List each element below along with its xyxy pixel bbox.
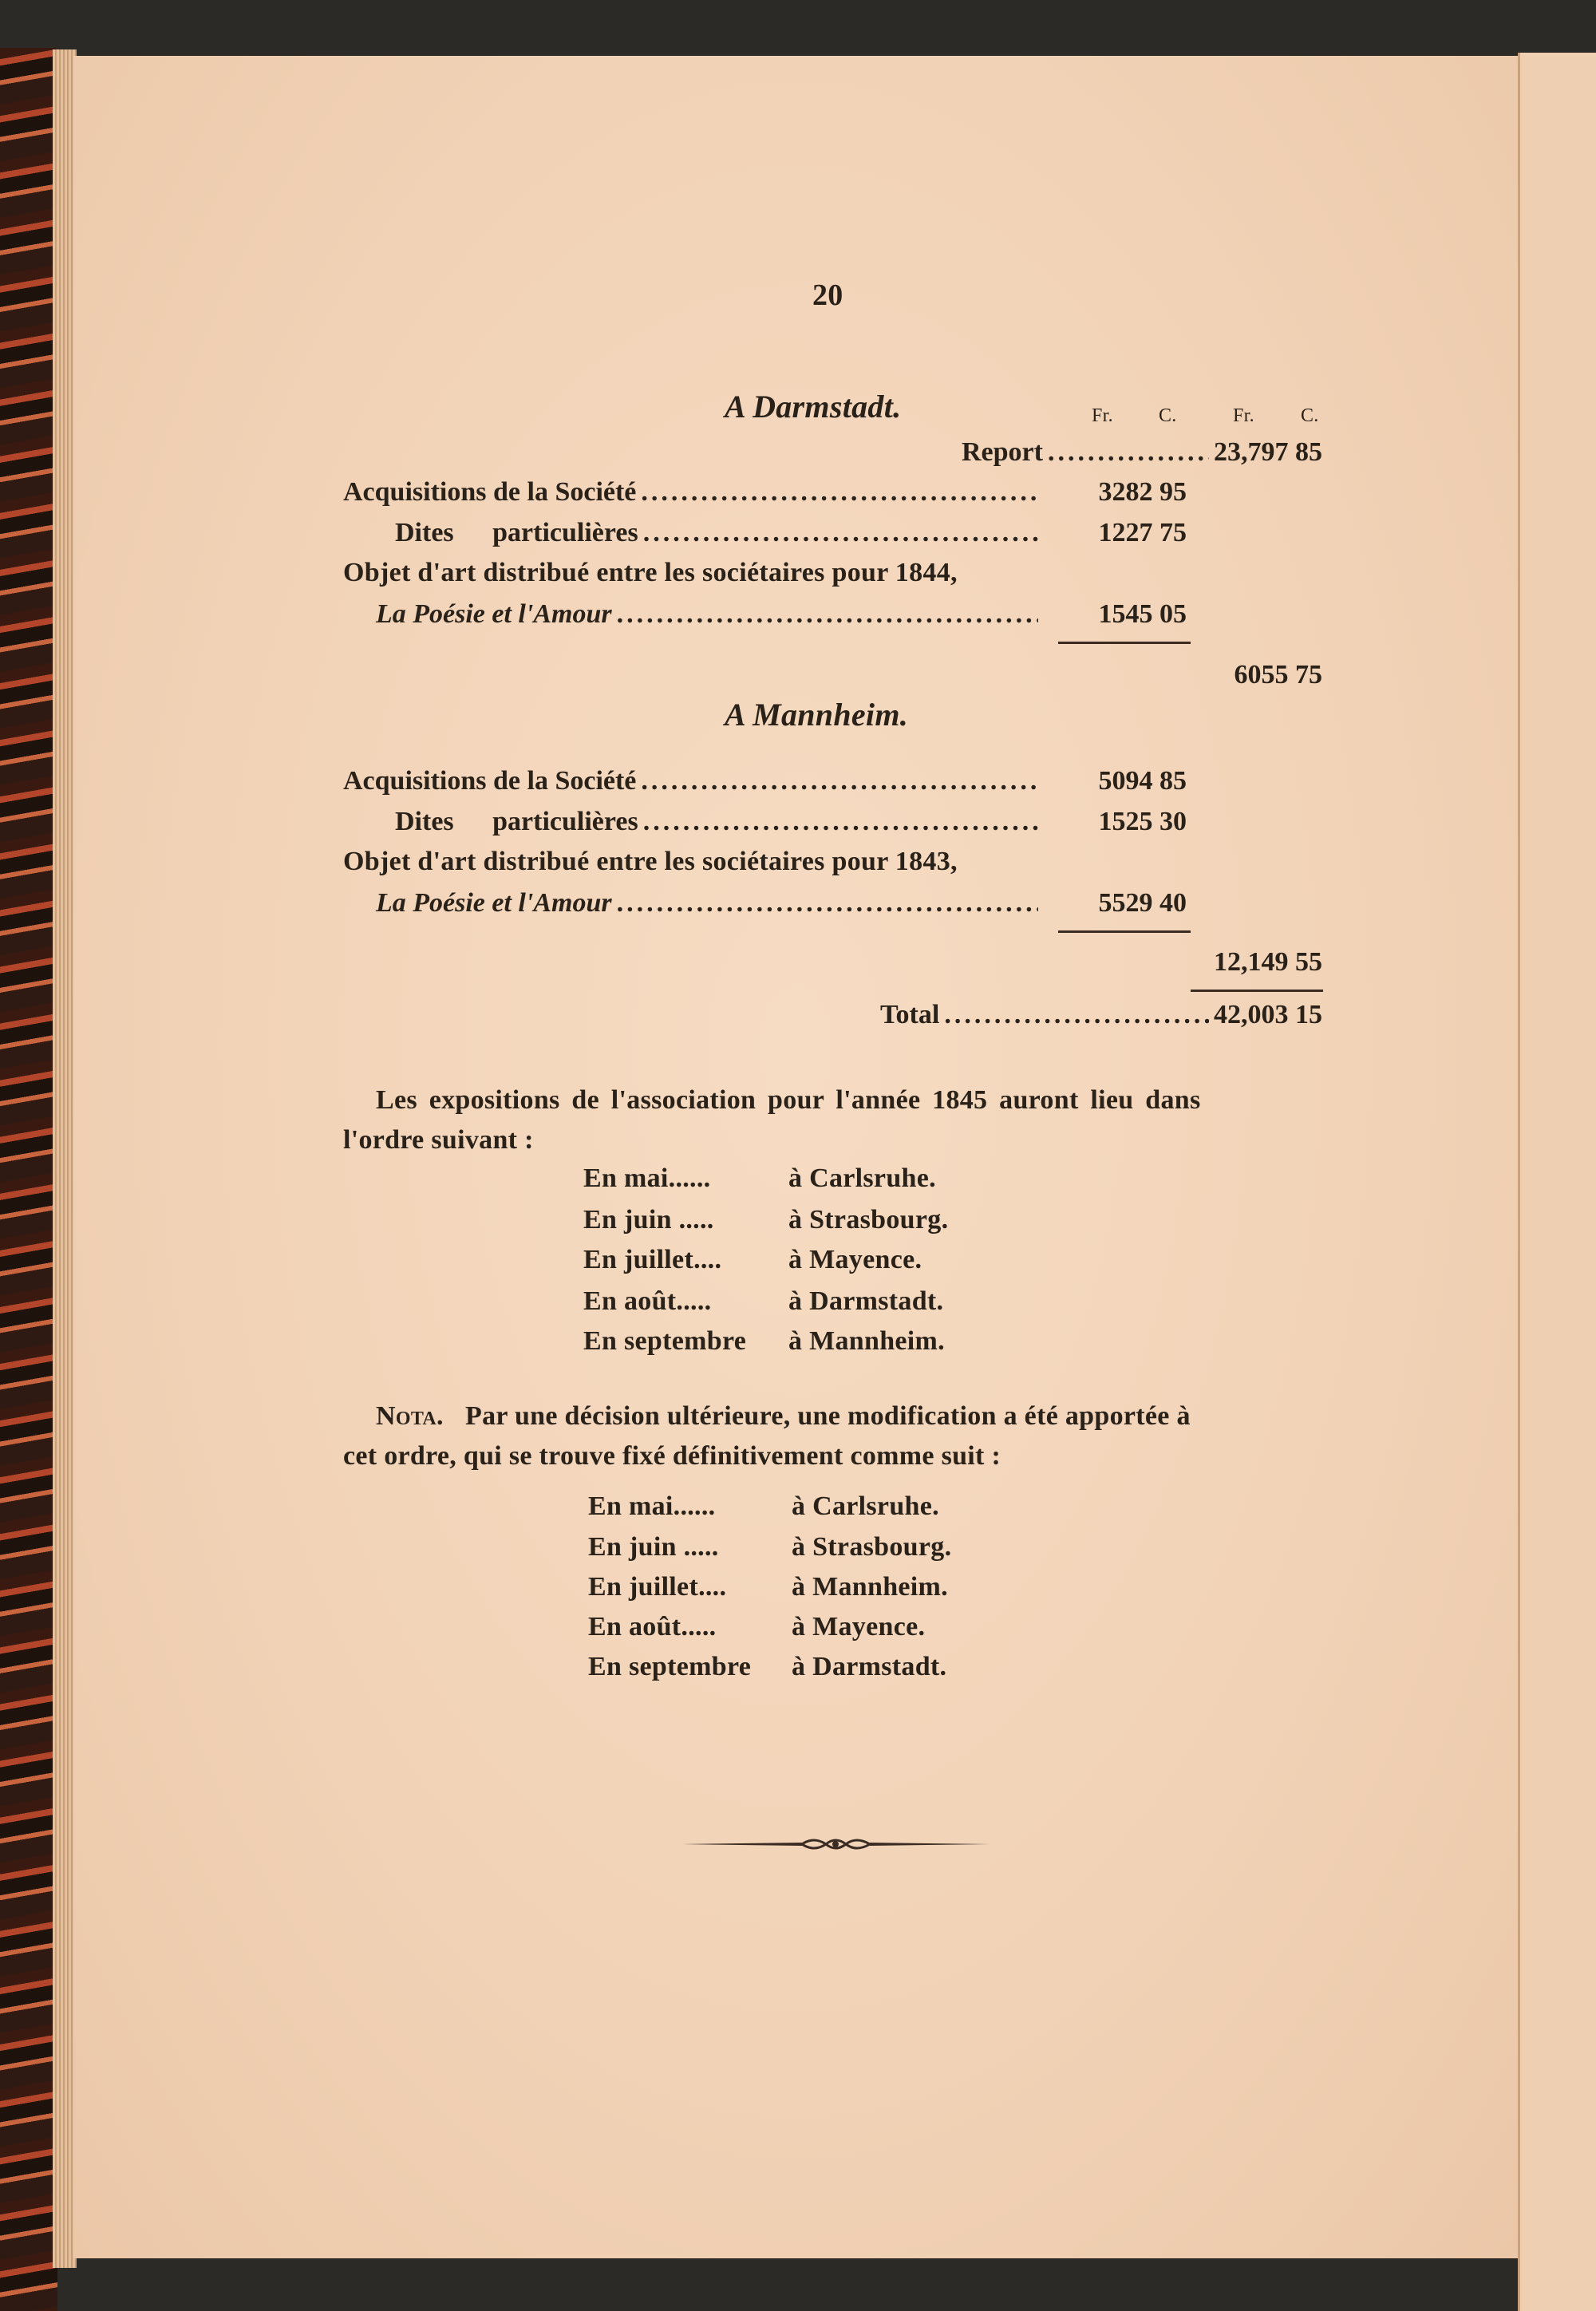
total-row — [880, 1000, 1322, 1030]
dot-leader — [617, 888, 1038, 918]
ledger-row — [376, 599, 1187, 630]
schedule-month: En septembre — [583, 1326, 747, 1356]
sum-rule — [1058, 930, 1191, 933]
darmstadt-subtotal: 6055 75 — [1234, 660, 1322, 689]
row-amount: 1545 05 — [1098, 599, 1187, 629]
row-amount: 1525 30 — [1098, 807, 1187, 836]
dot-leader — [944, 1000, 1209, 1030]
row-label: Dites particulières — [395, 518, 638, 547]
schedule-month: En mai...... — [583, 1163, 711, 1193]
row-label: Dites particulières — [395, 807, 638, 836]
schedule-month: En mai...... — [588, 1491, 716, 1521]
row-amount: 5529 40 — [1098, 888, 1187, 918]
dot-leader — [643, 518, 1038, 548]
ledger-row — [343, 477, 1187, 508]
artwork-title: La Poésie et l'Amour — [376, 599, 612, 629]
ledger-row — [376, 888, 1187, 918]
schedule-city: à Strasbourg. — [788, 1205, 949, 1235]
schedule-month: En juillet.... — [588, 1572, 727, 1602]
schedule-city: à Darmstadt. — [788, 1286, 944, 1316]
report-row — [962, 437, 1322, 468]
dot-leader — [641, 477, 1038, 508]
page-number: 20 — [812, 279, 843, 312]
schedule-city: à Darmstadt. — [792, 1652, 947, 1681]
row-label: Acquisitions de la Société — [343, 477, 637, 507]
dot-leader — [1048, 437, 1209, 468]
schedule-month: En septembre — [588, 1652, 752, 1681]
ledger-row-label: Objet d'art distribué entre les sociétaires pour 1844, — [343, 558, 958, 587]
row-amount: 3282 95 — [1098, 477, 1187, 507]
paragraph-line: cet ordre, qui se trouve fixé définitivement comme suit : — [343, 1441, 1001, 1471]
section-heading-darmstadt: A Darmstadt. — [725, 389, 902, 425]
book-binding — [0, 48, 57, 2311]
row-amount: 1227 75 — [1098, 518, 1187, 547]
schedule-month: En juin ..... — [588, 1532, 719, 1562]
row-amount: 5094 85 — [1098, 766, 1187, 796]
total-amount: 42,003 15 — [1214, 1000, 1322, 1029]
dot-leader — [643, 807, 1038, 837]
total-label: Total — [880, 1000, 940, 1029]
schedule-city: à Carlsruhe. — [792, 1491, 939, 1521]
schedule-city: à Mannheim. — [788, 1326, 945, 1356]
paragraph-line: Les expositions de l'association pour l'année 1845 auront lieu dans — [376, 1085, 1201, 1115]
artwork-title: La Poésie et l'Amour — [376, 888, 612, 918]
total-rule — [1191, 990, 1323, 992]
book-page — [73, 56, 1518, 2258]
mannheim-subtotal: 12,149 55 — [1214, 947, 1322, 977]
schedule-month: En juin ..... — [583, 1205, 714, 1235]
schedule-city: à Strasbourg. — [792, 1532, 952, 1562]
ledger-row-label: Objet d'art distribué entre les sociétaires pour 1843, — [343, 847, 958, 876]
col-header-c-2: C. — [1301, 405, 1319, 426]
report-amount: 23,797 85 — [1214, 437, 1322, 467]
dot-leader — [641, 766, 1038, 796]
section-heading-mannheim: A Mannheim. — [725, 697, 909, 733]
paragraph-line: l'ordre suivant : — [343, 1125, 534, 1155]
schedule-month: En août..... — [583, 1286, 712, 1316]
report-label: Report — [962, 437, 1043, 467]
ornament-divider — [682, 1834, 990, 1855]
ledger-row — [343, 766, 1187, 796]
schedule-city: à Mayence. — [788, 1245, 922, 1274]
row-label: Acquisitions de la Société — [343, 766, 637, 796]
col-header-fr-2: Fr. — [1233, 405, 1254, 426]
sum-rule — [1058, 642, 1191, 644]
schedule-month: En juillet.... — [583, 1245, 722, 1274]
ledger-row — [395, 518, 1187, 548]
col-header-c-1: C. — [1159, 405, 1177, 426]
schedule-city: à Mannheim. — [792, 1572, 948, 1602]
nota-label: Nota. — [376, 1401, 444, 1431]
facing-page-edge — [1518, 53, 1596, 2311]
col-header-fr-1: Fr. — [1092, 405, 1113, 426]
paragraph-line: Par une décision ultérieure, une modification a été apportée à — [465, 1401, 1191, 1431]
schedule-city: à Mayence. — [792, 1612, 926, 1641]
dot-leader — [617, 599, 1038, 630]
schedule-city: à Carlsruhe. — [788, 1163, 936, 1193]
ledger-row — [395, 807, 1187, 837]
schedule-month: En août..... — [588, 1612, 717, 1641]
